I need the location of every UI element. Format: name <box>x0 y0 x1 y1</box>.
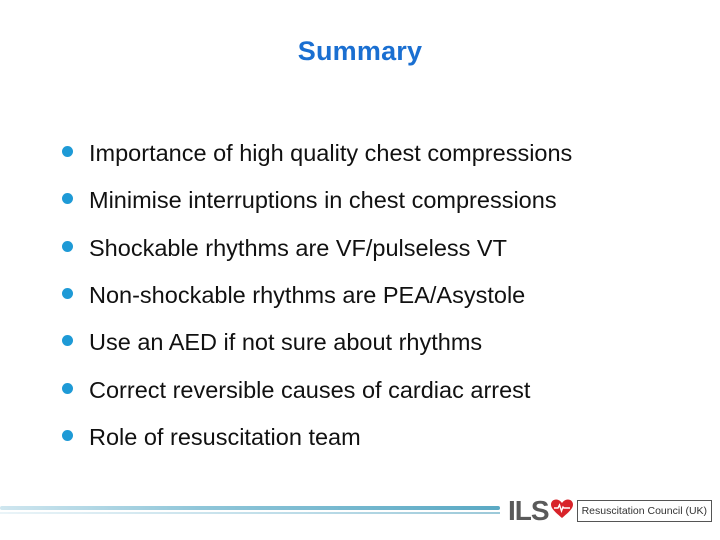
logo-organization-box <box>577 500 712 522</box>
bullet-text: Importance of high quality chest compressions <box>89 140 573 167</box>
bullet-item <box>62 319 702 366</box>
bullet-text: Use an AED if not sure about rhythms <box>89 329 483 356</box>
logo-ils-text: ILS <box>508 495 549 526</box>
slide-title: Summary <box>297 36 423 66</box>
bullet-dot-icon <box>62 241 73 252</box>
heart-icon <box>551 499 573 524</box>
bullet-item <box>62 272 702 319</box>
bullet-dot-icon <box>62 288 73 299</box>
bullet-item <box>62 225 702 272</box>
footer-divider-secondary <box>0 512 500 514</box>
ils-logo <box>508 496 712 526</box>
bullet-item <box>62 414 702 461</box>
bullet-text: Non-shockable rhythms are PEA/Asystole <box>89 282 526 309</box>
bullet-text: Shockable rhythms are VF/pulseless VT <box>89 234 507 261</box>
bullet-dot-icon <box>62 430 73 441</box>
bullet-text: Role of resuscitation team <box>89 423 361 450</box>
bullet-text: Correct reversible causes of cardiac arrest <box>89 376 531 403</box>
bullet-dot-icon <box>62 193 73 204</box>
bullet-item <box>62 366 702 413</box>
footer-divider <box>0 506 500 510</box>
bullet-text: Minimise interruptions in chest compressions <box>89 187 557 214</box>
summary-bullet-list <box>62 130 702 461</box>
logo-organization-text: Resuscitation Council (UK) <box>581 505 708 517</box>
bullet-dot-icon <box>62 146 73 157</box>
bullet-item <box>62 177 702 224</box>
bullet-dot-icon <box>62 383 73 394</box>
bullet-item <box>62 130 702 177</box>
bullet-dot-icon <box>62 335 73 346</box>
